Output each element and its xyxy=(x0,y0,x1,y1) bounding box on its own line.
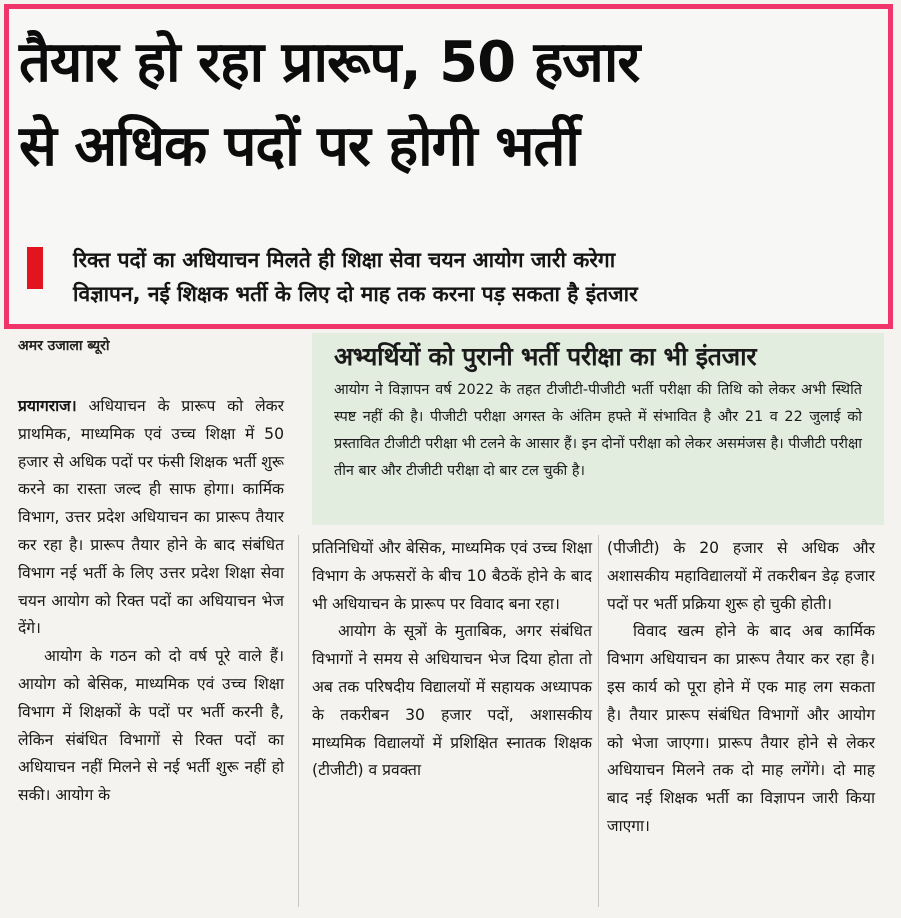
headline-line-1: तैयार हो रहा प्रारूप, 50 हजार xyxy=(19,30,640,95)
article-paragraph: आयोग के गठन को दो वर्ष पूरे वाले हैं। आयोग को बेसिक, माध्यमिक एवं उच्च शिक्षा विभाग में शिक्षकों के पदों पर भर्ती करनी है, लेकिन संबंधित विभागों से रिक्त पदों का अधियाचन नहीं मिलने से नई भर्ती शुरू नहीं हो सकी। आयोग के xyxy=(18,647,284,805)
article-paragraph: आयोग के सूत्रों के मुताबिक, अगर संबंधित विभागों ने समय से अधियाचन भेज दिया होता तो अब तक परिषदीय विद्यालयों में सहायक अध्यापक के तकरीबन 30 हजार पदों, अशासकीय माध्यमिक विद्यालयों में प्रशिक्षित स्नातक शिक्षक (टीजीटी) व प्रवक्ता xyxy=(312,622,592,780)
article-column-3 xyxy=(607,535,875,841)
sidebar-body: आयोग ने विज्ञापन वर्ष 2022 के तहत टीजीटी-पीजीटी भर्ती परीक्षा की तिथि को लेकर अभी स्थिति स्पष्ट नहीं की है। पीजीटी परीक्षा अगस्त के अंतिम हफ्ते में संभावित है और 21 व 22 जुलाई को प्रस्तावित टीजीटी परीक्षा भी टलने के आसार हैं। इन दोनों परीक्षा को लेकर असमंजस है। पीजीटी परीक्षा तीन बार और टीजीटी परीक्षा दो बार टल चुकी है। xyxy=(334,382,862,479)
byline: अमर उजाला ब्यूरो xyxy=(18,338,110,354)
headline xyxy=(19,21,879,189)
subheadline-marker xyxy=(27,247,43,289)
article-column-1 xyxy=(18,393,284,810)
article-text: अधियाचन के प्रारूप को लेकर प्राथमिक, माध्यमिक एवं उच्च शिक्षा में 50 हजार से अधिक पदों पर फंसी शिक्षक भर्ती शुरू करने का रास्ता जल्द ही साफ होगा। कार्मिक विभाग, उत्तर प्रदेश अधियाचन का प्रारूप तैयार कर रहा है। प्रारूप तैयार होने के बाद संबंधित विभाग नई भर्ती के लिए उत्तर प्रदेश शिक्षा सेवा चयन आयोग को रिक्त पदों का अधियाचन भेज देंगे। xyxy=(18,397,284,638)
article-paragraph: प्रतिनिधियों और बेसिक, माध्यमिक एवं उच्च शिक्षा विभाग के अफसरों के बीच 10 बैठकें होने के बाद भी अधियाचन के प्रारूप पर विवाद बना रहा। xyxy=(312,539,592,613)
sidebar-title: अभ्यर्थियों को पुरानी भर्ती परीक्षा का भी इंतजार xyxy=(334,342,757,371)
article-column-2 xyxy=(312,535,592,785)
sidebar-box xyxy=(312,333,884,525)
article-paragraph: विवाद खत्म होने के बाद अब कार्मिक विभाग अधियाचन का प्रारूप तैयार कर रहा है। इस कार्य को पूरा होने में एक माह लग सकता है। तैयार प्रारूप संबंधित विभागों और आयोग को भेजा जाएगा। प्रारूप तैयार होने से लेकर अधियाचन मिलने तक दो माह लगेंगे। दो माह बाद नई शिक्षक भर्ती का विज्ञापन जारी किया जाएगा। xyxy=(607,622,875,835)
subheadline-line-2: विज्ञापन, नई शिक्षक भर्ती के लिए दो माह तक करना पड़ सकता है इंतजार xyxy=(73,282,638,306)
headline-line-2: से अधिक पदों पर होगी भर्ती xyxy=(19,114,579,179)
dateline: प्रयागराज। xyxy=(18,397,77,415)
headline-frame xyxy=(4,4,893,329)
article-paragraph: (पीजीटी) के 20 हजार से अधिक और अशासकीय महाविद्यालयों में तकरीबन डेढ़ हजार पदों पर भर्ती प्रक्रिया शुरू हो चुकी होती। xyxy=(607,539,875,613)
column-divider xyxy=(298,535,299,907)
article-paragraph xyxy=(18,393,284,643)
column-divider xyxy=(598,535,599,907)
subheadline xyxy=(73,243,883,311)
subheadline-line-1: रिक्त पदों का अधियाचन मिलते ही शिक्षा सेवा चयन आयोग जारी करेगा xyxy=(73,248,616,272)
